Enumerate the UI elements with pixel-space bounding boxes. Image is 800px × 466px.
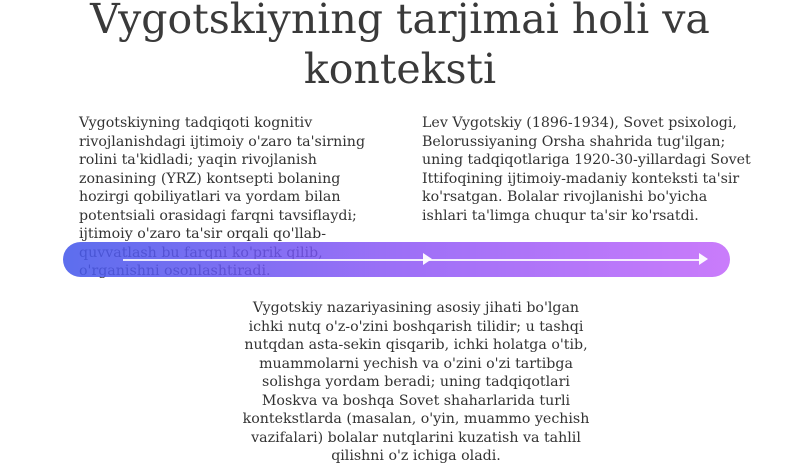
page-title: Vygotskiyning tarjimai holi va konteksti <box>90 0 710 93</box>
zpd-paragraph: Vygotskiyning tadqiqoti kognitiv rivojlanishdagi ijtimoiy o'zaro ta'sirning rolini ta'kidladi; yaqin rivojlanish zonasining (YRZ) kontsepti bolaning hozirgi qobiliyatlari va yordam bilan potentsiali orasidagi farqni tavsiflaydi; ijtimoiy o'zaro ta'sir orqali qo'llab- <box>79 115 366 242</box>
arrow-right-icon <box>423 253 432 265</box>
inner-speech-paragraph: Vygotskiy nazariyasining asosiy jihati bo'lgan ichki nutq o'z-o'zini boshqarish tilidir; u tashqi nutqdan asta-sekin qisqarib, ichki holatga o'tib, muammolarni yechish va o'zini o'zi tartibga solishga yordam beradi; uning tadqiqotlari Moskva va boshqa Sovet shaharlarida turli kontekstlarda (masalan, o'yin, muammo yechish vazifalari) bolalar nutqlarini kuzatish va tahlil qilishni o'z ichiga oladi. <box>242 300 590 464</box>
biography-paragraph: Lev Vygotskiy (1896-1934), Sovet psixologi, Belorussiyaning Orsha shahrida tug'ilgan; uning tadqiqotlariga 1920-30-yillardagi Sovet Ittifoqining ijtimoiy-madaniy konteksti ta'sir ko'rsatgan. Bolalar rivojlanishi bo'yicha ishlari ta'limga chuqur ta'sir ko'rsatdi. <box>422 115 751 224</box>
arrow-right-icon <box>699 253 708 265</box>
timeline-line <box>123 259 700 261</box>
timeline-bar <box>63 242 730 277</box>
